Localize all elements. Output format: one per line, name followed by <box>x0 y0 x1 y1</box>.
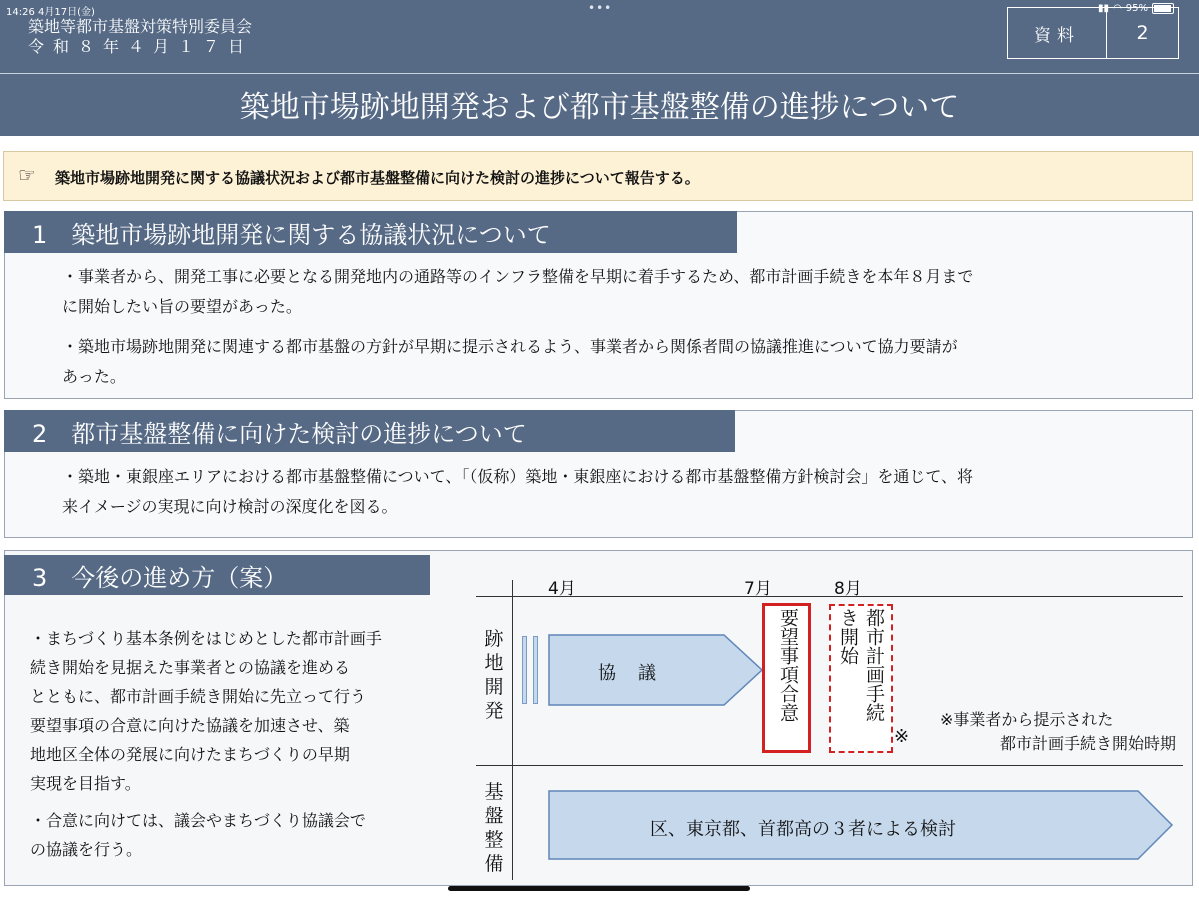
text-line: ・合意に向けては、議会やまちづくり協議会で <box>30 811 366 830</box>
summary-text: 築地市場跡地開発に関する協議状況および都市基盤整備に向けた検討の進捗について報告する。 <box>55 169 700 187</box>
text-line: 要望事項の合意に向けた協議を加速させ、築 <box>30 716 350 735</box>
schedule-top-line <box>476 596 1183 597</box>
schedule-label-divider <box>512 580 513 880</box>
home-indicator[interactable] <box>448 886 750 891</box>
row-label-infrastructure: 基盤整備 <box>484 781 504 875</box>
text-line: あった。 <box>62 367 126 386</box>
title-divider <box>0 73 1199 74</box>
month-august: 8月 <box>834 579 862 599</box>
past-period-marker <box>522 636 527 704</box>
section-1-heading: 1 築地市場跡地開発に関する協議状況について <box>4 211 737 253</box>
text-line: 地地区全体の発展に向けたまちづくりの早期 <box>30 745 350 764</box>
section-3-heading: 3 今後の進め方（案） <box>4 555 430 595</box>
text-line: とともに、都市計画手続き開始に先立って行う <box>30 687 367 706</box>
note-line: 都市計画手続き開始時期 <box>999 734 1176 753</box>
pointing-hand-icon: ☞ <box>18 163 36 187</box>
text-line: に開始したい旨の要望があった。 <box>62 297 302 316</box>
text-line: 来イメージの実現に向け検討の深度化を図る。 <box>62 497 398 516</box>
section-1-paragraph-2 <box>62 332 958 392</box>
section-1-paragraph-1 <box>62 262 973 322</box>
wifi-icon: ◠ <box>1113 3 1122 14</box>
meeting-date: 令和８年４月１７日 <box>28 37 254 56</box>
text-line: 実現を目指す。 <box>30 774 141 793</box>
text-line: 続き開始を見据えた事業者との協議を進める <box>30 658 351 677</box>
milestone-agreement-label: 要望事項合意 <box>777 608 799 722</box>
text-line: ・まちづくり基本条例をはじめとした都市計画手 <box>30 629 382 648</box>
month-april: 4月 <box>548 579 576 599</box>
consultation-label: 協 議 <box>598 663 658 684</box>
committee-name: 築地等都市基盤対策特別委員会 <box>28 17 253 36</box>
note-line: ※事業者から提示された <box>940 710 1114 729</box>
section-2-paragraph-1 <box>62 462 973 522</box>
month-july: 7月 <box>744 579 772 599</box>
past-period-marker <box>533 636 538 704</box>
page-title: 築地市場跡地開発および都市基盤整備の進捗について <box>239 90 960 125</box>
multitasking-dots-icon[interactable]: ••• <box>588 1 613 15</box>
milestone-procedure-label-col1: 都市計画手続 <box>863 608 885 722</box>
document-number: 2 <box>1136 22 1149 44</box>
section-3-paragraph-2 <box>30 806 366 864</box>
text-line: の協議を行う。 <box>30 840 143 859</box>
document-number-box <box>1007 7 1179 59</box>
procedure-note-mark: ※ <box>894 726 910 747</box>
section-3-paragraph-1 <box>30 624 382 798</box>
text-line: ・事業者から、開発工事に必要となる開発地内の通路等のインフラ整備を早期に着手するため、都市計画手続きを本年８月まで <box>62 267 974 286</box>
text-line: ・築地・東銀座エリアにおける都市基盤整備について、「（仮称）築地・東銀座における都市基盤整備方針検討会」を通じて、将 <box>62 467 974 486</box>
status-clock: 14:26 <box>6 7 35 18</box>
row-label-redevelopment: 跡地開発 <box>484 628 504 722</box>
section-2-heading: 2 都市基盤整備に向けた検討の進捗について <box>4 410 735 452</box>
schedule-note <box>930 708 1176 756</box>
status-date: 4月17日(金) <box>38 7 95 18</box>
document-label: 資料 <box>1008 8 1107 58</box>
milestone-procedure-label-col2: き開始 <box>837 608 859 665</box>
battery-percent: 95% <box>1125 3 1148 14</box>
signal-icon: ▮▮ <box>1098 3 1110 14</box>
text-line: ・築地市場跡地開発に関連する都市基盤の方針が早期に提示されるよう、事業者から関係者間の協議推進について協力要請が <box>62 337 958 356</box>
joint-study-label: 区、東京都、首都高の３者による検討 <box>650 819 956 840</box>
schedule-row-divider <box>476 765 1183 766</box>
